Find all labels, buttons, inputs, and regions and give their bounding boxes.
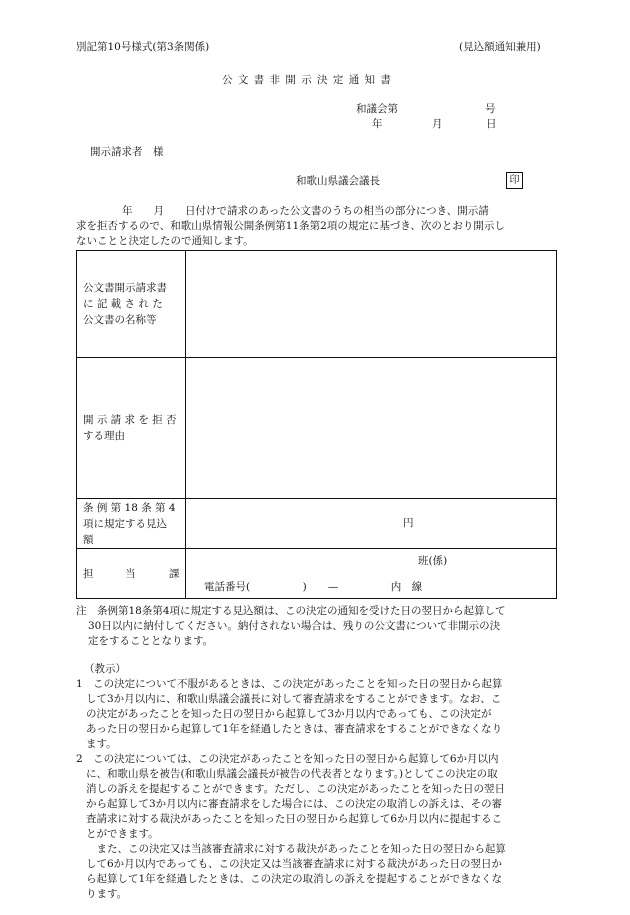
date-month: 月 bbox=[432, 118, 443, 130]
note-line3: 定をすることとなります。 bbox=[88, 635, 214, 647]
instruction-2-line10: ります。 bbox=[86, 888, 128, 900]
body-text-line3: ないことと決定したので通知します。 bbox=[76, 235, 254, 247]
document-name-field[interactable] bbox=[186, 251, 557, 358]
document-title: 公 文 書 非 開 示 決 定 通 知 書 bbox=[222, 74, 392, 86]
table-row-document-name bbox=[77, 251, 557, 358]
note-line1: 注 条例第18条第4項に規定する見込額は、この決定の通知を受けた日の翌日から起算して bbox=[76, 605, 506, 617]
disclosure-form-table bbox=[76, 250, 557, 599]
seal-mark: 印 bbox=[506, 172, 523, 189]
date-year: 年 bbox=[372, 118, 383, 130]
form-note: (見込額通知兼用) bbox=[459, 41, 541, 53]
document-name-label: 公文書開示請求書 に 記 載 さ れ た 公文書の名称等 bbox=[77, 251, 186, 358]
instruction-1-line2: して3か月以内に、和歌山県議会議長に対して審査請求をすることができます。なお、こ bbox=[86, 693, 502, 705]
instructions-heading: （教示） bbox=[84, 663, 126, 675]
form-number: 別記第10号様式(第3条関係) bbox=[76, 41, 210, 53]
department-field[interactable] bbox=[186, 549, 557, 599]
table-row-estimated-amount bbox=[77, 499, 557, 549]
amount-unit: 円 bbox=[403, 517, 414, 529]
refusal-reason-field[interactable] bbox=[186, 358, 557, 499]
date-day: 日 bbox=[486, 118, 497, 130]
instruction-2-line6: とができます。 bbox=[86, 828, 159, 840]
instruction-2-line2: に、和歌山県を被告(和歌山県議会議長が被告の代表者となります。)としてこの決定の取 bbox=[86, 768, 498, 780]
instruction-2-line5: 査請求に対する裁決があったことを知った日の翌日から起算して6か月以内に提起するこ bbox=[86, 813, 503, 825]
body-text-line2: 求を拒否するので、和歌山県情報公開条例第11条第2項の規定に基づき、次のとおり開示し bbox=[76, 220, 505, 232]
instruction-2-line4: から起算して3か月以内に審査請求をした場合には、この決定の取消しの訴えは、その審 bbox=[86, 798, 503, 810]
instruction-1-line3: の決定があったことを知った日の翌日から起算して3か月以内であっても、この決定が bbox=[86, 708, 492, 720]
section-label: 班(係) bbox=[418, 555, 448, 567]
instruction-2-line8: して6か月以内であっても、この決定又は当該審査請求に対する裁決があった日の翌日か bbox=[86, 858, 502, 870]
instruction-2-line1: 2 この決定については、この決定があったことを知った日の翌日から起算して6か月以内 bbox=[76, 753, 499, 765]
estimated-amount-label: 条 例 第 18 条 第 4 項に規定する見込 額 bbox=[77, 499, 186, 549]
instruction-2-line3: 消しの訴えを提起することができます。ただし、この決定があったことを知った日の翌日 bbox=[86, 783, 506, 795]
doc-number-prefix: 和議会第 bbox=[356, 103, 398, 115]
body-text-line1: 年 月 日付けで請求のあった公文書のうちの相当の部分につき、開示請 bbox=[122, 205, 489, 217]
table-row-department bbox=[77, 549, 557, 599]
department-label: 担 当 課 bbox=[77, 549, 186, 599]
sender-name: 和歌山県議会議長 bbox=[296, 175, 380, 187]
phone-number-line: 電話番号( ) — 内 線 bbox=[204, 581, 423, 593]
addressee: 開示請求者 様 bbox=[90, 146, 164, 158]
instruction-1-line1: 1 この決定について不服があるときは、この決定があったことを知った日の翌日から起算 bbox=[76, 678, 503, 690]
instruction-2-line9: ら起算して1年を経過したときは、この決定の取消しの訴えを提起することができなくな bbox=[86, 873, 503, 885]
doc-number-suffix: 号 bbox=[485, 103, 496, 115]
estimated-amount-field[interactable] bbox=[186, 499, 557, 549]
table-row-refusal-reason bbox=[77, 358, 557, 499]
instruction-1-line5: ます。 bbox=[86, 738, 117, 750]
note-line2: 30日以内に納付してください。納付されない場合は、残りの公文書について非開示の決 bbox=[88, 620, 501, 632]
refusal-reason-label: 開 示 請 求 を 拒 否 する理由 bbox=[77, 358, 186, 499]
instruction-2-line7: また、この決定又は当該審査請求に対する裁決があったことを知った日の翌日から起算 bbox=[86, 843, 506, 855]
instruction-1-line4: あった日の翌日から起算して1年を経過したときは、審査請求をすることができなくなり bbox=[86, 723, 503, 735]
